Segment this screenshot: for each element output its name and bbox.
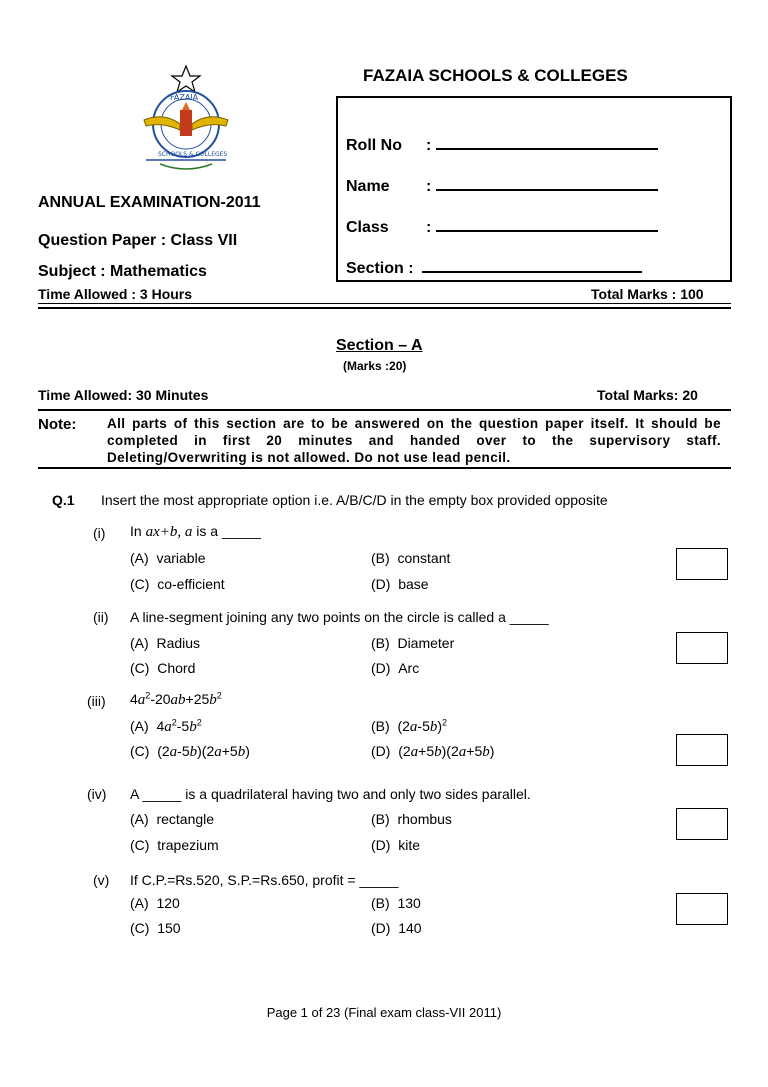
section-marks: (Marks :20) xyxy=(343,359,407,373)
note-label: Note: xyxy=(38,416,77,433)
section-time: Time Allowed: 30 Minutes xyxy=(38,387,209,403)
student-info-box xyxy=(336,96,732,282)
section-total: Total Marks: 20 xyxy=(597,387,698,403)
item-stem: $4a^2-20ab+25b^2$ xyxy=(130,690,222,708)
class-title: Question Paper : Class VII xyxy=(38,232,238,249)
roll-no-label: Roll No xyxy=(346,137,402,154)
answer-box[interactable] xyxy=(676,808,728,840)
svg-text:SCHOOLS & COLLEGES: SCHOOLS & COLLEGES xyxy=(158,151,228,158)
option-d: (D) base xyxy=(371,576,429,592)
note-text: All parts of this section are to be answered on the question paper itself. It should be completed in first 20 minutes and handed over to the supervisory staff. Deleting/Overwriting is not allowed. Do not use lead pencil. xyxy=(107,416,721,465)
option-a: (A) variable xyxy=(130,550,206,566)
answer-box[interactable] xyxy=(676,632,728,664)
option-a: (A) Radius xyxy=(130,635,201,651)
svg-text:FAZAIA: FAZAIA xyxy=(170,93,199,102)
school-name: FAZAIA SCHOOLS & COLLEGES xyxy=(363,66,628,85)
option-d: (D) 140 xyxy=(371,920,422,936)
answer-box[interactable] xyxy=(676,893,728,925)
subject-title: Subject : Mathematics xyxy=(38,263,207,280)
roll-no-input[interactable] xyxy=(436,134,658,150)
item-stem: A _____ is a quadrilateral having two and only two sides parallel. xyxy=(130,786,531,802)
q1-instruction: Insert the most appropriate option i.e. A/B/C/D in the empty box provided opposite xyxy=(101,492,608,508)
option-b: (B) 130 xyxy=(371,895,421,911)
option-c: (C) co-efficient xyxy=(130,576,225,592)
item-stem: If C.P.=Rs.520, S.P.=Rs.650, profit = _____ xyxy=(130,872,399,888)
name-label: Name xyxy=(346,178,390,195)
option-c: (C) (2a-5b)(2a+5b) xyxy=(130,743,250,760)
name-row: Name : xyxy=(346,175,658,196)
option-b: (B) $(2a-5b)^2$ xyxy=(371,717,448,735)
option-d: (D) Arc xyxy=(371,660,420,676)
option-b: (B) Diameter xyxy=(371,635,455,651)
section-row xyxy=(346,257,642,278)
option-a: (A) $4a^2-5b^2$ xyxy=(130,717,202,735)
total-marks: Total Marks : 100 xyxy=(591,286,704,302)
class-input[interactable] xyxy=(436,216,658,232)
page-footer: Page 1 of 23 (Final exam class-VII 2011) xyxy=(266,1005,502,1020)
exam-title: ANNUAL EXAMINATION-2011 xyxy=(38,194,261,211)
header-rule-double xyxy=(38,307,731,309)
option-b: (B) constant xyxy=(371,550,451,566)
section-label: Section : xyxy=(346,260,414,277)
option-c: (C) 150 xyxy=(130,920,181,936)
item-stem: In ax+b, a is a _____ xyxy=(130,523,261,540)
star-icon xyxy=(172,66,200,92)
option-b: (B) rhombus xyxy=(371,811,452,827)
answer-box[interactable] xyxy=(676,548,728,580)
option-a: (A) 120 xyxy=(130,895,180,911)
section-title: Section – A xyxy=(336,337,423,354)
time-allowed: Time Allowed : 3 Hours xyxy=(38,286,193,302)
option-c: (C) trapezium xyxy=(130,837,219,853)
option-d: (D) (2a+5b)(2a+5b) xyxy=(371,743,495,760)
item-number: (iv) xyxy=(87,786,107,802)
option-c: (C) Chord xyxy=(130,660,196,676)
note-top-rule xyxy=(38,409,731,411)
section-input[interactable] xyxy=(422,257,642,273)
fazaia-logo xyxy=(140,64,240,180)
class-label: Class xyxy=(346,219,389,236)
roll-no-row: Roll No : xyxy=(346,134,658,155)
item-stem: A line-segment joining any two points on the circle is called a _____ xyxy=(130,609,549,625)
header-rule xyxy=(38,303,731,304)
item-number: (v) xyxy=(93,872,110,888)
answer-box[interactable] xyxy=(676,734,728,766)
option-a: (A) rectangle xyxy=(130,811,215,827)
q1-number: Q.1 xyxy=(52,492,75,508)
class-row: Class : xyxy=(346,216,658,237)
item-number: (ii) xyxy=(93,609,109,625)
item-number: (i) xyxy=(93,525,106,541)
note-bottom-rule xyxy=(38,467,731,469)
name-input[interactable] xyxy=(436,175,658,191)
item-number: (iii) xyxy=(87,693,106,709)
option-d: (D) kite xyxy=(371,837,421,853)
